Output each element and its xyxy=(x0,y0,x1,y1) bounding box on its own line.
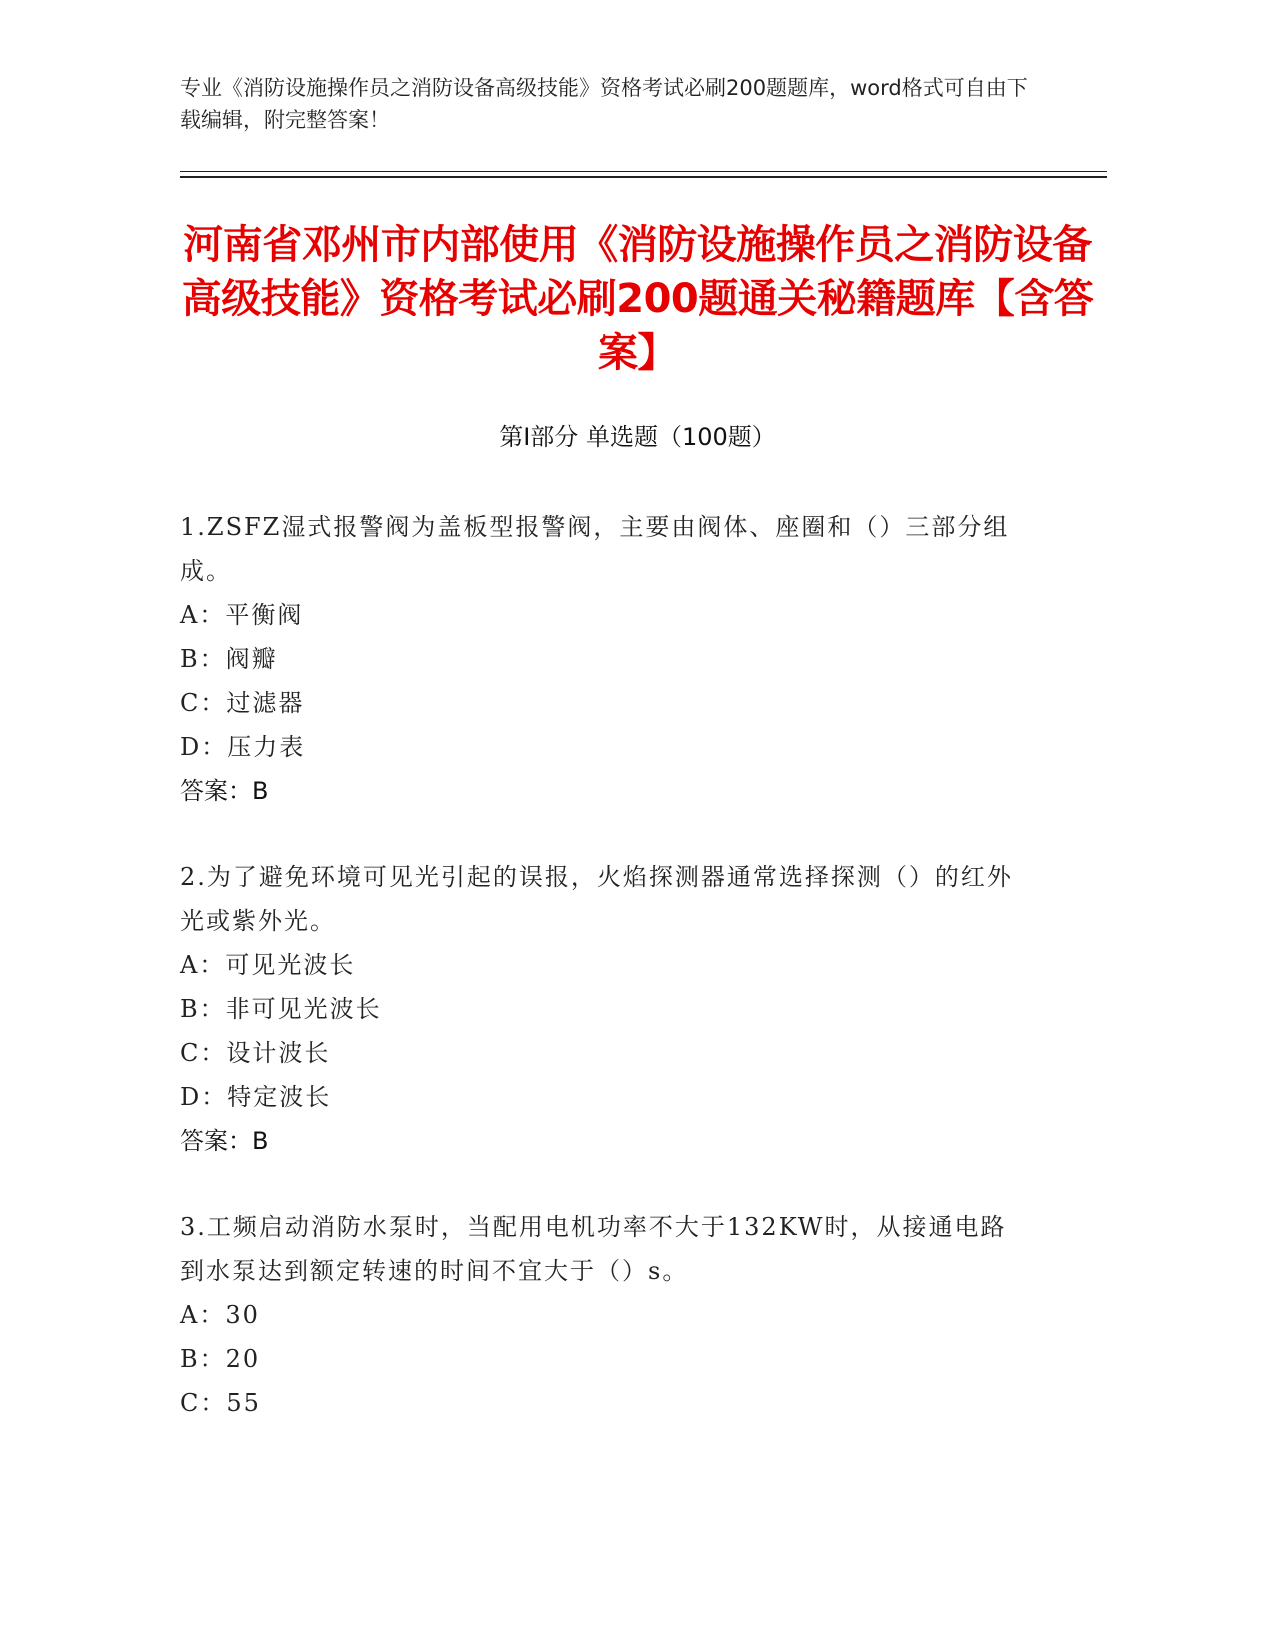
header-divider-thick xyxy=(180,176,1107,178)
option-b: B：非可见光波长 xyxy=(180,995,382,1023)
question-stem: 3.工频启动消防水泵时，当配用电机功率不大于132KW时，从接通电路到水泵达到额定转速的时间不宜大于（）s。 xyxy=(180,1213,1007,1285)
section-title: 第I部分 单选题（100题） xyxy=(499,423,776,451)
page-header: 专业《消防设施操作员之消防设备高级技能》资格考试必刷200题题库，word格式可自由下载编辑，附完整答案！ xyxy=(180,76,1028,132)
question-3 xyxy=(180,1205,1030,1425)
option-c: C：过滤器 xyxy=(180,689,305,717)
option-a: A：平衡阀 xyxy=(180,601,304,629)
option-b: B：阀瓣 xyxy=(180,645,278,673)
answer: 答案：B xyxy=(180,1127,269,1155)
option-d: D：特定波长 xyxy=(180,1083,332,1111)
option-a: A：30 xyxy=(180,1301,260,1329)
header-divider-thin xyxy=(180,171,1107,172)
option-b: B：20 xyxy=(180,1345,261,1373)
question-1 xyxy=(180,505,1030,813)
option-d: D：压力表 xyxy=(180,733,306,761)
option-c: C：设计波长 xyxy=(180,1039,331,1067)
option-a: A：可见光波长 xyxy=(180,951,356,979)
option-c: C：55 xyxy=(180,1389,261,1417)
question-list xyxy=(180,505,1030,1467)
question-2 xyxy=(180,855,1030,1163)
question-stem: 2.为了避免环境可见光引起的误报，火焰探测器通常选择探测（）的红外光或紫外光。 xyxy=(180,863,1013,935)
question-stem: 1.ZSFZ湿式报警阀为盖板型报警阀，主要由阀体、座圈和（）三部分组成。 xyxy=(180,513,1010,585)
answer: 答案：B xyxy=(180,777,269,805)
document-title: 河南省邓州市内部使用《消防设施操作员之消防设备高级技能》资格考试必刷200题通关秘籍题库【含答案】 xyxy=(181,222,1094,376)
